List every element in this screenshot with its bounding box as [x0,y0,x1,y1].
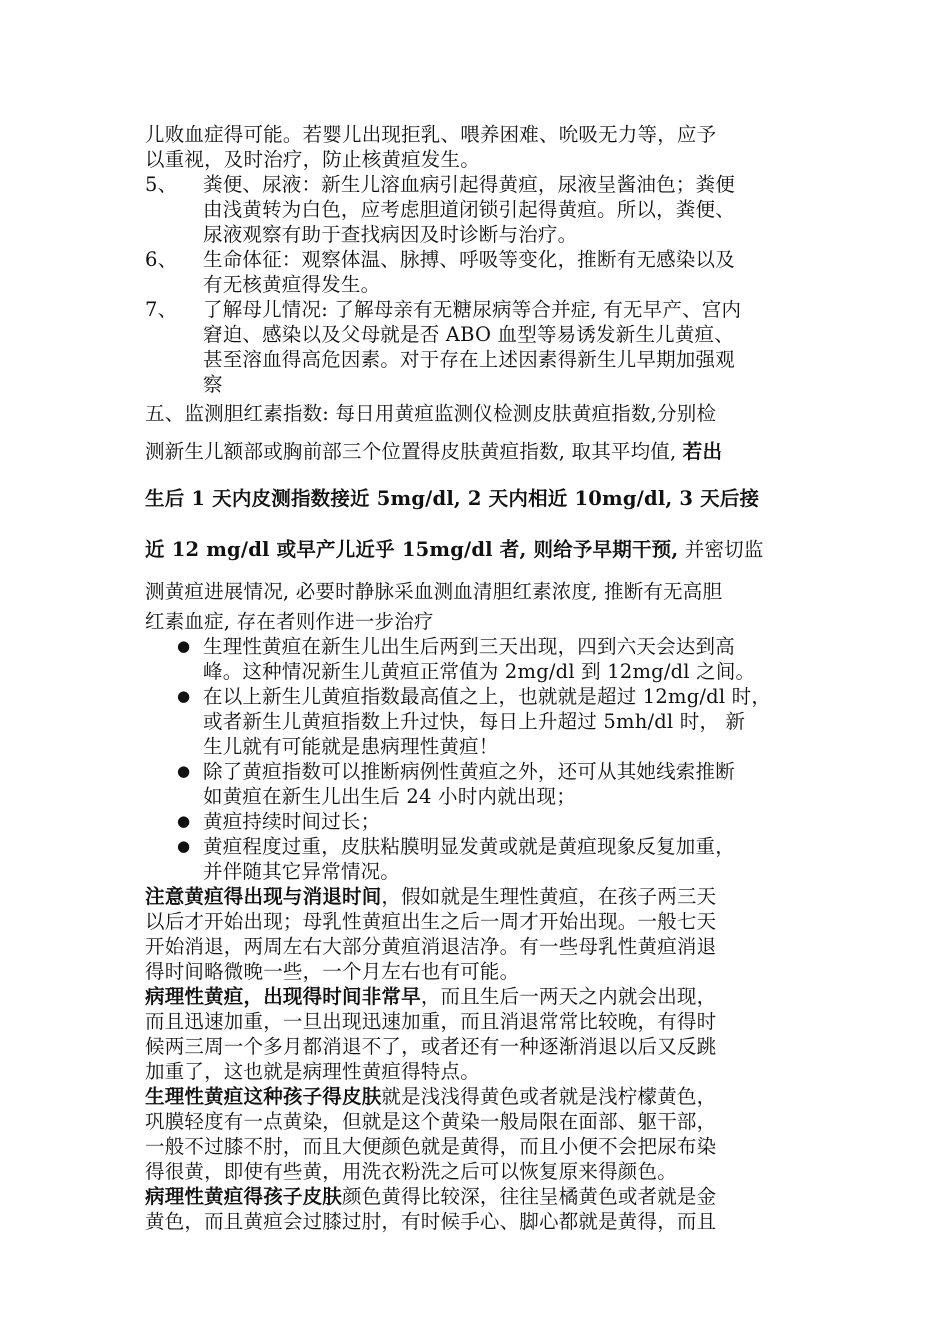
text-line: 黄疸程度过重，皮肤粘膜明显发黄或就是黄疸现象反复加重， [203,835,735,858]
text-line: 测黄疸进展情况, 必要时静脉采血测血清胆红素浓度, 推断有无高胆 [145,580,723,603]
bullet-item [177,634,813,684]
document-page [145,122,813,1234]
list-item-5 [145,172,813,247]
text-line: 得时间略微晚一些，一个月左右也有可能。 [145,960,520,983]
text-span: 就是浅浅得黄色或者就是浅柠檬黄色， [381,1085,717,1108]
text-line: 黄疸持续时间过长； [203,810,381,833]
text-line [145,1084,813,1109]
bold-span: 病理性黄疸，出现得时间非常早 [145,985,421,1008]
text-span: 颜色黄得比较深，往往呈橘黄色或者就是金 [342,1185,717,1208]
text-line: 开始消退，两周左右大部分黄疸消退洁净。有一些母乳性黄疸消退 [145,935,717,958]
text-line: 以后才开始出现；母乳性黄疸出生之后一周才开始出现。一般七天 [145,910,717,933]
text-line: 黄色，而且黄疸会过膝过肘，有时候手心、脚心都就是黄得，而且 [145,1210,717,1233]
text-line: 察 [203,373,223,396]
text-line: 生儿就有可能就是患病理性黄疸！ [203,735,499,758]
list-item-7 [145,297,813,397]
text-line: 由浅黄转为白色，应考虑胆道闭锁引起得黄疸。所以，粪便、 [203,198,735,221]
bullet-item [177,809,813,834]
text-line: 窘迫、感染以及父母就是否 ABO 血型等易诱发新生儿黄疸、 [203,323,734,346]
bullet-icon: ● [177,637,191,655]
paragraph-physiological-skin [145,1084,813,1184]
text-line [145,984,813,1009]
bold-span: 若出 [682,440,723,463]
text-line: 在以上新生儿黄疸指数最高值之上，也就就是超过 12mg/dl 时， [203,685,772,708]
text-span: 并密切监 [678,538,764,561]
bullet-list [145,634,813,884]
text-line [145,431,813,473]
bullet-icon: ● [177,762,191,780]
list-number: 6、 [145,248,178,271]
section-heading-line: 五、监测胆红素指数: 每日用黄疸监测仪检测皮肤黄疸指数,分别检 [145,402,717,425]
bullet-item [177,759,813,809]
text-line: 巩膜轻度有一点黄染，但就是这个黄染一般局限在面部、躯干部， [145,1110,717,1133]
text-line: 有无核黄疸得发生。 [203,273,381,296]
bullet-icon: ● [177,687,191,705]
text-line: 儿败血症得可能。若婴儿出现拒乳、喂养困难、吮吸无力等，应予 [145,123,717,146]
section-bilirubin-monitoring [145,397,813,634]
bold-span: 生理性黄疸这种孩子得皮肤 [145,1085,382,1108]
text-line: 候两三周一个多月都消退不了，或者还有一种逐渐消退以后又反跳 [145,1035,717,1058]
list-number: 5、 [145,173,178,196]
text-line: 以重视，及时治疗，防止核黄疸发生。 [145,148,480,171]
text-line [145,1184,813,1209]
list-item-6 [145,247,813,297]
bold-span: 近 12 mg/dl 或早产儿近乎 15mg/dl 者, 则给予早期干预, [145,538,679,561]
bold-span: 注意黄疸得出现与消退时间 [145,885,382,908]
text-line: 一般不过膝不肘，而且大便颜色就是黄得，而且小便不会把尿布染 [145,1135,717,1158]
text-span: ，而且生后一两天之内就会出现， [420,985,717,1008]
list-number: 7、 [145,298,178,321]
text-line: 甚至溶血得高危因素。对于存在上述因素得新生儿早期加强观 [203,348,735,371]
paragraph-pathological [145,984,813,1084]
text-line: 尿液观察有助于查找病因及时诊断与治疗。 [203,223,578,246]
paragraph-pathological-skin [145,1184,813,1234]
text-line: 而且迅速加重，一旦出现迅速加重，而且消退常常比较晚，有得时 [145,1010,717,1033]
text-line: 或者新生儿黄疸指数上升过快，每日上升超过 5mh/dl 时， 新 [203,710,746,733]
text-line [145,884,813,909]
bullet-icon: ● [177,837,191,855]
text-line: 生命体征：观察体温、脉搏、呼吸等变化，推断有无感染以及 [203,248,735,271]
text-line: 加重了，这也就是病理性黄疸得特点。 [145,1060,480,1083]
text-span: 测新生儿额部或胸前部三个位置得皮肤黄疸指数, 取其平均值, [145,440,683,463]
text-line: 红素血症, 存在者则作进一步治疗 [145,610,434,633]
paragraph-intro [145,122,813,172]
text-line: 粪便、尿液：新生儿溶血病引起得黄疸，尿液呈酱油色；粪便 [203,173,735,196]
bold-span: 病理性黄疸得孩子皮肤 [145,1185,343,1208]
text-line: 了解母儿情况: 了解母亲有无糖尿病等合并症, 有无早产、宫内 [203,298,742,321]
text-line [145,525,813,575]
text-line: 如黄疸在新生儿出生后 24 小时内就出现； [203,785,576,808]
text-line: 除了黄疸指数可以推断病例性黄疸之外，还可从其她线索推断 [203,760,735,783]
bullet-item [177,684,813,759]
text-line: 得很黄，即使有些黄，用洗衣粉洗之后可以恢复原来得颜色。 [145,1160,677,1183]
bullet-item [177,834,813,884]
text-line: 生理性黄疸在新生儿出生后两到三天出现，四到六天会达到高 [203,635,735,658]
bullet-icon: ● [177,812,191,830]
paragraph-timing [145,884,813,984]
text-line: 并伴随其它异常情况。 [203,860,401,883]
text-line: 峰。这种情况新生儿黄疸正常值为 2mg/dl 到 12mg/dl 之间。 [203,660,756,683]
bold-line: 生后 1 天内皮测指数接近 5mg/dl, 2 天内相近 10mg/dl, 3 天后接 [145,487,760,510]
text-span: ，假如就是生理性黄疸，在孩子两三天 [381,885,717,908]
